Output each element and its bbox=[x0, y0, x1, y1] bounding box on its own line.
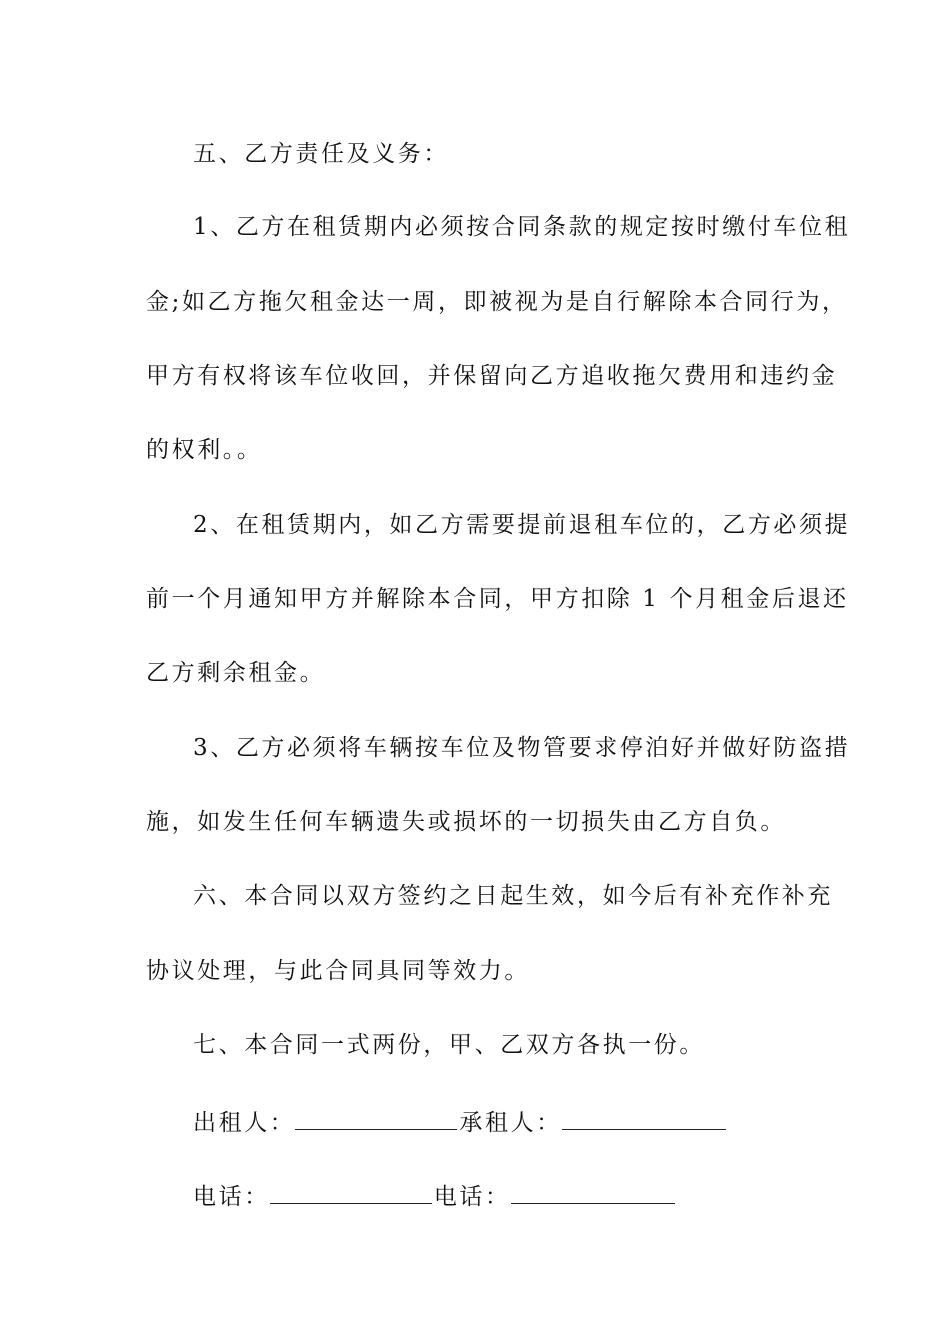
section-six-line-2: 协议处理，与此合同具同等效力。 bbox=[146, 958, 530, 984]
clause-1-line-2: 金;如乙方拖欠租金达一周，即被视为是自行解除本合同行为， bbox=[146, 289, 848, 315]
clause-2-line-1: 2、在租赁期内，如乙方需要提前退租车位的，乙方必须提 bbox=[193, 512, 851, 538]
clause-1-line-4: 的权利。。 bbox=[146, 437, 263, 463]
lessee-phone-label: 电话： bbox=[433, 1184, 511, 1210]
lessor-phone-blank[interactable] bbox=[270, 1183, 432, 1204]
lessee-label: 承租人： bbox=[459, 1110, 562, 1136]
clause-3-line-2: 施，如发生任何车辆遗失或损坏的一切损失由乙方自负。 bbox=[146, 809, 786, 835]
section-seven: 七、本合同一式两份，甲、乙双方各执一份。 bbox=[193, 1032, 705, 1058]
clause-2-line-3: 乙方剩余租金。 bbox=[146, 660, 326, 686]
lessor-label: 出租人： bbox=[193, 1110, 296, 1136]
section-six-line-1: 六、本合同以双方签约之日起生效，如今后有补充作补充 bbox=[193, 883, 833, 909]
lessee-signature-blank[interactable] bbox=[562, 1109, 726, 1130]
signature-row-phones bbox=[193, 1182, 863, 1212]
signature-row-names bbox=[193, 1108, 863, 1138]
lessor-phone-label: 电话： bbox=[193, 1184, 270, 1210]
clause-1-line-3: 甲方有权将该车位收回，并保留向乙方追收拖欠费用和违约金 bbox=[146, 363, 838, 389]
clause-3-line-1: 3、乙方必须将车辆按车位及物管要求停泊好并做好防盗措 bbox=[193, 735, 851, 761]
clause-1-line-1: 1、乙方在租赁期内必须按合同条款的规定按时缴付车位租 bbox=[193, 214, 851, 240]
section-five-heading: 五、乙方责任及义务： bbox=[193, 141, 449, 167]
clause-2-line-2: 前一个月通知甲方并解除本合同，甲方扣除 1 个月租金后退还 bbox=[146, 586, 849, 612]
lessor-signature-blank[interactable] bbox=[295, 1109, 457, 1130]
lessee-phone-blank[interactable] bbox=[511, 1183, 675, 1204]
